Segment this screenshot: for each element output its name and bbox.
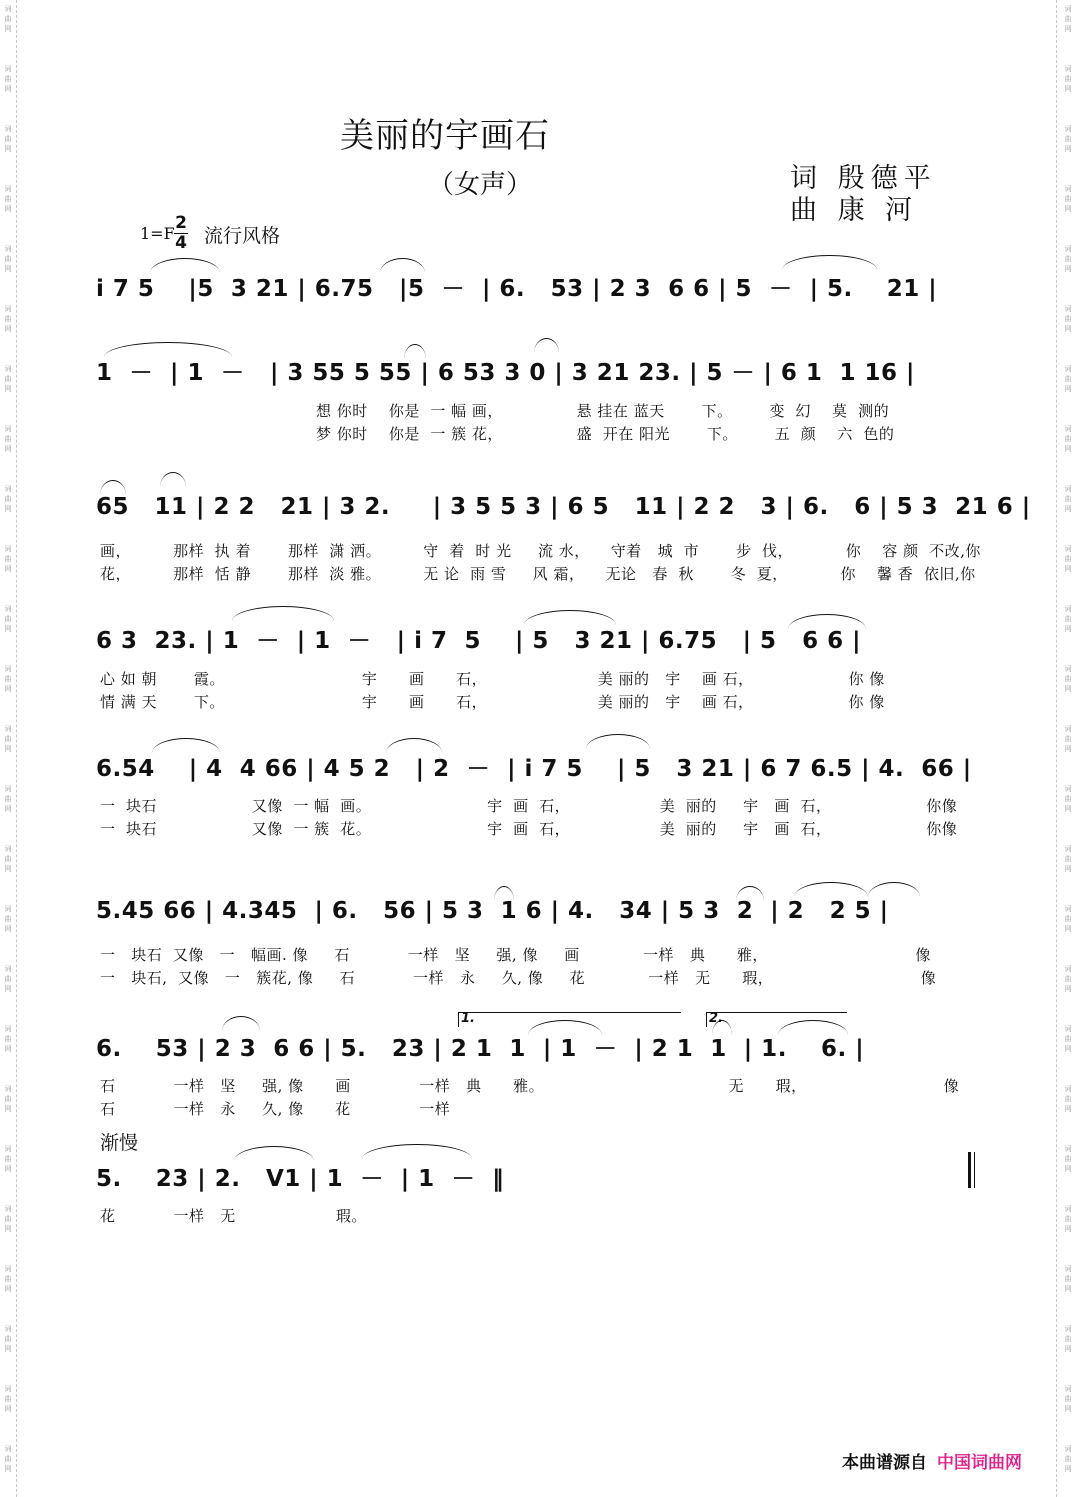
watermark-glyph: 词 曲 网 — [1064, 1205, 1072, 1233]
notation-line: 5. 23 | 2. V1 | 1 － | 1 － ‖ — [96, 1166, 505, 1192]
watermark-glyph: 词 曲 网 — [1064, 725, 1072, 753]
style-marking: 流行风格 — [204, 225, 281, 247]
watermark-glyph: 词 曲 网 — [4, 5, 12, 33]
tie-arc — [782, 255, 877, 270]
lyric-line-verse2: 梦 你时 你是 一 簇 花， 盛 开在 阳光 下。 五 颜 六 色的 — [100, 425, 895, 443]
time-signature-bottom: 4 — [175, 233, 187, 253]
tie-arc — [160, 472, 186, 487]
watermark-glyph: 词 曲 网 — [4, 1085, 12, 1113]
notation-line: 65 11 | 2 2 21 | 3 2. | 3 5 5 3 | 6 5 11 | 2 2 3 | 6. 6 | 5 3 21 6 | — [96, 494, 1031, 520]
watermark-glyph: 词 曲 网 — [4, 545, 12, 573]
watermark-glyph: 词 曲 网 — [1064, 1085, 1072, 1113]
watermark-glyph: 词 曲 网 — [1064, 1265, 1072, 1293]
watermark-glyph: 词 曲 网 — [4, 365, 12, 393]
tie-arc — [380, 258, 425, 273]
tie-arc — [232, 606, 334, 621]
watermark-glyph: 词 曲 网 — [4, 65, 12, 93]
tie-arc — [788, 614, 866, 629]
watermark-glyph: 词 曲 网 — [4, 845, 12, 873]
watermark-glyph: 词 曲 网 — [1064, 125, 1072, 153]
tie-arc — [534, 338, 559, 353]
watermark-glyph: 词 曲 网 — [4, 245, 12, 273]
watermark-glyph: 词 曲 网 — [4, 125, 12, 153]
lyric-line-verse2: 情 满 天 下。 宇 画 石， 美 丽的 宇 画 石， 你 像 — [100, 693, 885, 711]
notation-line: 5.45 66 | 4.345 | 6. 56 | 5 3 1 6 | 4. 34 | 5 3 2 | 2 2 5 | — [96, 898, 889, 924]
lyric-line-verse2: 石 一样 永 久, 像 花 一样 — [100, 1100, 451, 1118]
watermark-glyph: 词 曲 网 — [4, 725, 12, 753]
lyric-line-verse1: 画， 那样 执 着 那样 潇 洒。 守 着 时 光 流 水， 守着 城 市 步 伐， 你 容 颜 不改,你 — [100, 542, 981, 560]
second-ending-label: 2. — [709, 1011, 723, 1026]
source-credit — [842, 1448, 1022, 1473]
watermark-glyph: 词 曲 网 — [4, 1325, 12, 1353]
lyric-line-verse1: 一 块石 又像 一 幅 画。 宇 画 石， 美 丽的 宇 画 石， 你像 — [100, 797, 958, 815]
watermark-glyph: 词 曲 网 — [4, 1025, 12, 1053]
lyric-line-verse1: 心 如 朝 霞。 宇 画 石， 美 丽的 宇 画 石， 你 像 — [100, 670, 885, 688]
watermark-glyph: 词 曲 网 — [4, 1265, 12, 1293]
watermark-glyph: 词 曲 网 — [1064, 545, 1072, 573]
lyric-line-verse1: 石 一样 坚 强, 像 画 一样 典 雅。 无 瑕， 像 — [100, 1077, 960, 1095]
watermark-glyph: 词 曲 网 — [1064, 965, 1072, 993]
tie-arc — [736, 886, 764, 901]
final-barline-thin — [974, 1152, 975, 1188]
tie-arc — [362, 1144, 472, 1159]
watermark-glyph: 词 曲 网 — [4, 485, 12, 513]
watermark-glyph: 词 曲 网 — [4, 1145, 12, 1173]
lyric-line-verse1: 花 一样 无 瑕。 — [100, 1207, 367, 1225]
tie-arc — [586, 734, 650, 749]
watermark-glyph: 词 曲 网 — [1064, 1325, 1072, 1353]
watermark-glyph: 词 曲 网 — [4, 425, 12, 453]
watermark-glyph: 词 曲 网 — [1064, 785, 1072, 813]
final-barline — [968, 1152, 971, 1188]
watermark-glyph: 词 曲 网 — [4, 665, 12, 693]
notation-line: 1 － | 1 － | 3 55 5 55 | 6 53 3 0 | 3 21 23. | 5 － | 6 1 1 16 | — [96, 360, 915, 386]
tie-arc — [494, 886, 514, 901]
first-ending-label: 1. — [461, 1011, 475, 1026]
song-subtitle: （女声） — [428, 170, 533, 200]
watermark-glyph: 词 曲 网 — [1064, 1385, 1072, 1413]
watermark-glyph: 词 曲 网 — [4, 785, 12, 813]
watermark-glyph: 词 曲 网 — [1064, 605, 1072, 633]
tie-arc — [222, 1016, 260, 1031]
watermark-glyph: 词 曲 网 — [1064, 305, 1072, 333]
tie-arc — [100, 480, 126, 495]
watermark-glyph: 词 曲 网 — [1064, 485, 1072, 513]
watermark-glyph: 词 曲 网 — [4, 185, 12, 213]
lyric-line-verse1: 一 块石 又像 一 幅画. 像 石 一样 坚 强, 像 画 一样 典 雅， 像 — [100, 946, 931, 964]
watermark-glyph: 词 曲 网 — [1064, 845, 1072, 873]
watermark-glyph: 词 曲 网 — [1064, 5, 1072, 33]
watermark-glyph: 词 曲 网 — [4, 965, 12, 993]
watermark-glyph: 词 曲 网 — [1064, 425, 1072, 453]
tempo-marking: 渐慢 — [100, 1132, 139, 1154]
watermark-glyph: 词 曲 网 — [1064, 365, 1072, 393]
notation-line: 6 3 23. | 1 － | 1 － | i 7 5 | 5 3 21 | 6.75 | 5 6 6 | — [96, 628, 862, 654]
tie-arc — [524, 610, 616, 625]
watermark-glyph: 词 曲 网 — [1064, 1145, 1072, 1173]
tie-arc — [794, 882, 868, 897]
tie-arc — [150, 258, 220, 273]
source-brand: 中国词曲网 — [937, 1453, 1022, 1473]
tie-arc — [152, 738, 220, 753]
song-title: 美丽的宇画石 — [340, 116, 550, 156]
lyric-line-verse2: 一 块石 又像 一 簇 花。 宇 画 石， 美 丽的 宇 画 石， 你像 — [100, 820, 958, 838]
lyric-line-verse1: 想 你时 你是 一 幅 画， 悬 挂在 蓝天 下。 变 幻 莫 测的 — [100, 402, 890, 420]
watermark-glyph: 词 曲 网 — [4, 305, 12, 333]
notation-line: i 7 5 |5 3 21 | 6.75 |5 － | 6. 53 | 2 3 6 6 | 5 － | 5. 21 | — [96, 276, 938, 302]
tie-arc — [386, 738, 442, 753]
notation-line: 6. 53 | 2 3 6 6 | 5. 23 | 2 1 1 | 1 － | 2 1 1 | 1. 6. | — [96, 1036, 865, 1062]
watermark-glyph: 词 曲 网 — [4, 1385, 12, 1413]
watermark-glyph: 词 曲 网 — [1064, 1445, 1072, 1473]
watermark-glyph: 词 曲 网 — [4, 1205, 12, 1233]
key-signature: 1=F — [140, 224, 175, 243]
watermark-glyph: 词 曲 网 — [1064, 1025, 1072, 1053]
lyric-line-verse2: 一 块石, 又像 一 簇花, 像 石 一样 永 久, 像 花 一样 无 瑕， 像 — [100, 969, 937, 987]
tie-arc — [104, 342, 232, 357]
watermark-glyph: 词 曲 网 — [1064, 65, 1072, 93]
tie-arc — [404, 344, 426, 359]
watermark-glyph: 词 曲 网 — [4, 1445, 12, 1473]
lyricist-credit: 词 殷德平 — [790, 163, 937, 194]
watermark-glyph: 词 曲 网 — [4, 905, 12, 933]
composer-credit: 曲 康 河 — [790, 195, 919, 226]
source-prefix: 本曲谱源自 — [842, 1453, 927, 1473]
time-signature — [174, 214, 188, 253]
time-signature-top: 2 — [175, 213, 187, 233]
tie-arc — [868, 882, 920, 897]
watermark-glyph: 词 曲 网 — [1064, 245, 1072, 273]
lyric-line-verse2: 花， 那样 恬 静 那样 淡 雅。 无 论 雨 雪 风 霜， 无论 春 秋 冬 夏， 你 馨 香 依旧,你 — [100, 565, 976, 583]
tie-arc — [234, 1146, 314, 1161]
watermark-glyph: 词 曲 网 — [1064, 185, 1072, 213]
watermark-glyph: 词 曲 网 — [1064, 665, 1072, 693]
watermark-glyph: 词 曲 网 — [1064, 905, 1072, 933]
watermark-glyph: 词 曲 网 — [4, 605, 12, 633]
notation-line: 6.54 | 4 4 66 | 4 5 2 | 2 － | i 7 5 | 5 3 21 | 6 7 6.5 | 4. 66 | — [96, 756, 972, 782]
